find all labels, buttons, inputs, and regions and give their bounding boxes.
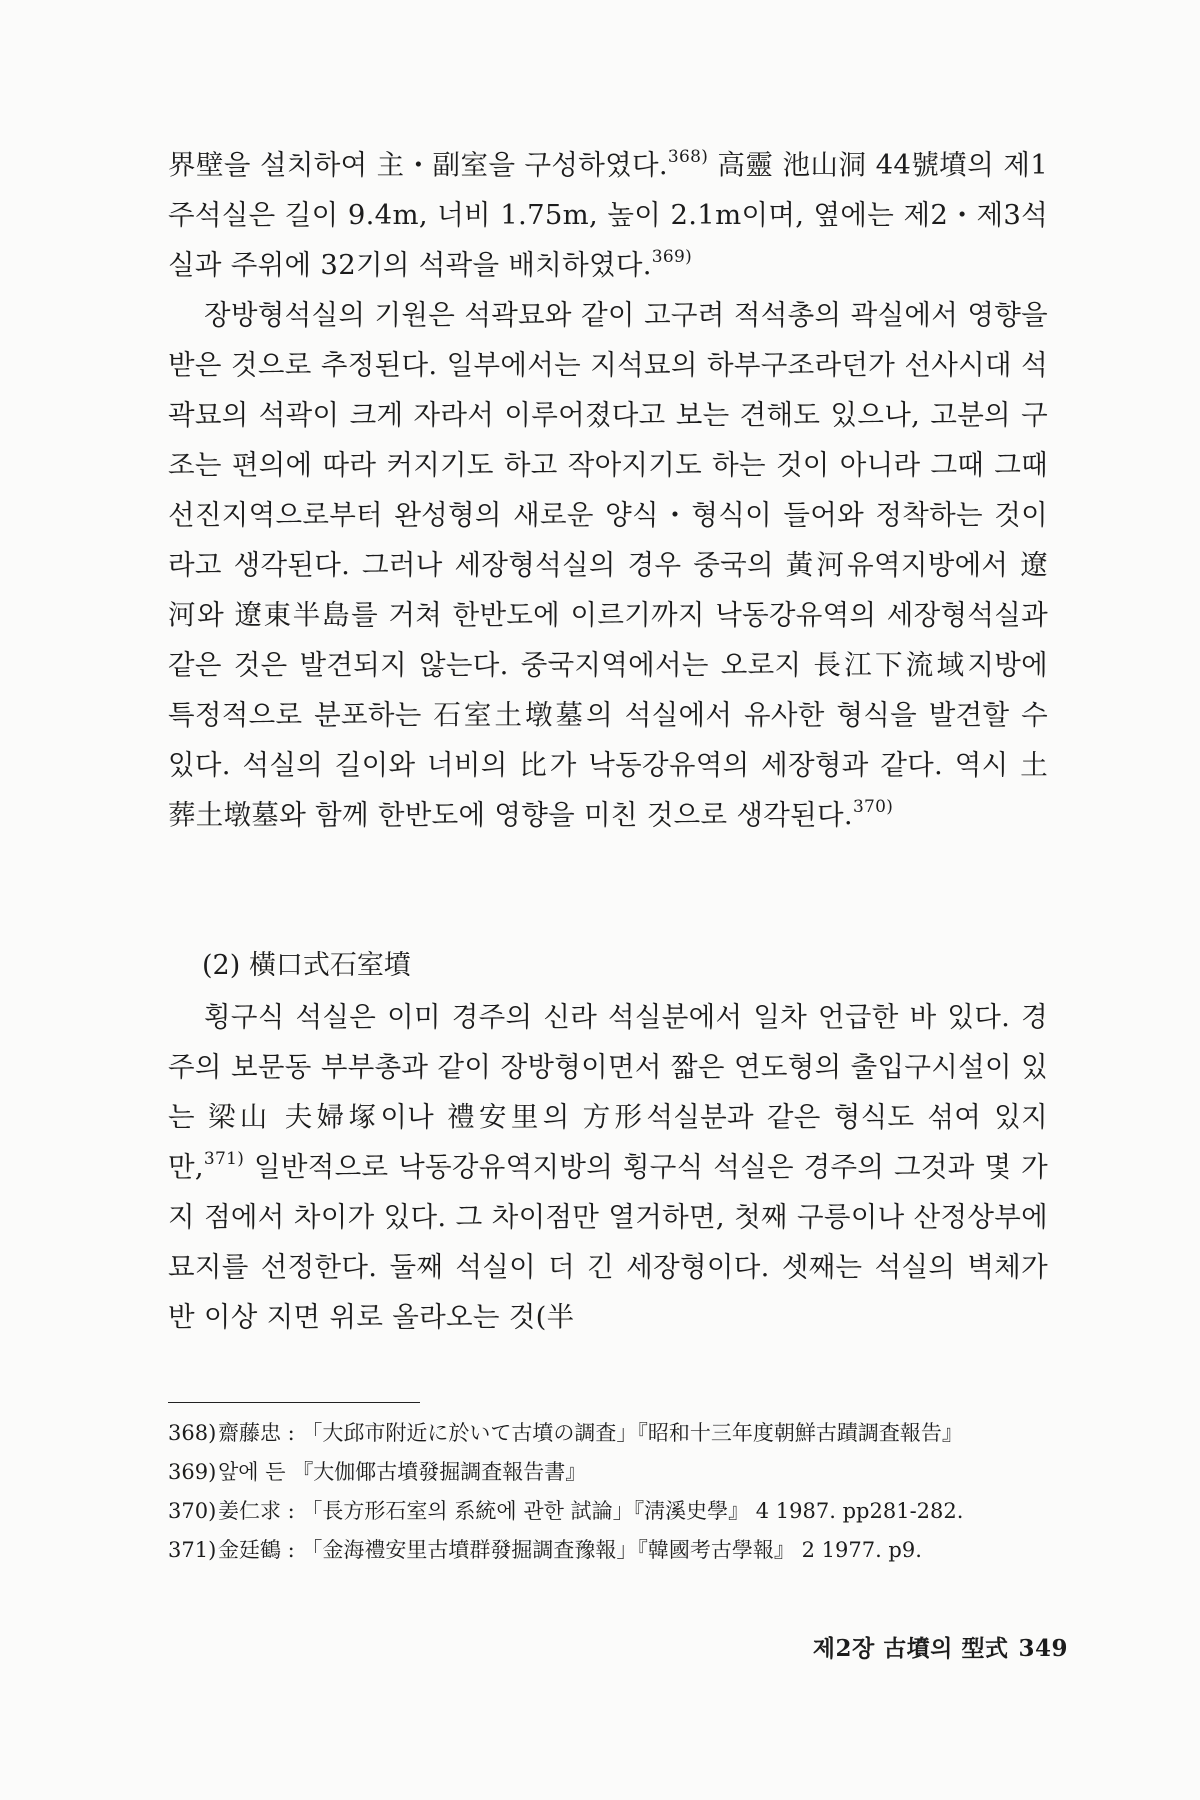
footnote-ref-368: 368) [667, 146, 709, 167]
footnote-number: 368) [168, 1421, 217, 1445]
paragraph-1-text-a: 界壁을 설치하여 主・副室을 구성하였다. [168, 149, 668, 181]
footnote-text: 金廷鶴 : 「金海禮安里古墳群發掘調査豫報」『韓國考古學報』 2 1977. p9. [218, 1538, 922, 1562]
body-text-bottom [168, 992, 1048, 1342]
footnote-divider [168, 1402, 420, 1403]
footnote-number: 370) [168, 1499, 217, 1523]
footnote-ref-369: 369) [651, 246, 693, 267]
page-number: 349 [1018, 1635, 1068, 1662]
paragraph-1-text-b: 高靈 池山洞 44號墳의 제1주석실은 길이 9.4m, 너비 1.75m, 높이 2.1m이며, 옆에는 제2・제3석실과 주위에 32기의 석곽을 배치하였다. [168, 149, 1048, 281]
footnote-text: 齋藤忠 : 「大邱市附近に於いて古墳の調査」『昭和十三年度朝鮮古蹟調査報告』 [218, 1421, 963, 1445]
paragraph-1 [168, 140, 1048, 290]
page-footer [813, 1634, 1068, 1664]
section-heading: (2) 橫口式石室墳 [202, 950, 411, 981]
footnote-text: 앞에 든 『大伽倻古墳發掘調査報告書』 [218, 1460, 587, 1484]
body-text-top [168, 140, 1048, 840]
paragraph-3 [168, 992, 1048, 1342]
footnote-ref-371: 371) [203, 1148, 245, 1169]
paragraph-2 [168, 290, 1048, 840]
running-head-chapter: 제2장 古墳의 型式 [812, 1635, 1009, 1662]
paragraph-3-text-b: 일반적으로 낙동강유역지방의 횡구식 석실은 경주의 그것과 몇 가지 점에서 차이가 있다. 그 차이점만 열거하면, 첫째 구릉이나 산정상부에 묘지를 선정한다. 둘째 석실이 더 긴 세장형이다. 셋째는 석실의 벽체가 반 이상 지면 위로 올라오는 것(半 [168, 1151, 1048, 1333]
footnote-368 [168, 1414, 1068, 1453]
footnote-number: 369) [168, 1460, 217, 1484]
footnote-371 [168, 1531, 1068, 1570]
footnote-text: 姜仁求 : 「長方形石室의 系統에 관한 試論」『淸溪史學』 4 1987. pp281-282. [218, 1499, 964, 1523]
paragraph-3-text-a: 횡구식 석실은 이미 경주의 신라 석실분에서 일차 언급한 바 있다. 경주의 보문동 부부총과 같이 장방형이면서 짧은 연도형의 출입구시설이 있는 梁山 夫婦塚이나 禮安里의 方形석실분과 같은 형식도 섞여 있지만, [168, 1001, 1048, 1183]
footnote-369 [168, 1453, 1068, 1492]
footnotes [168, 1414, 1068, 1570]
paragraph-2-text: 장방형석실의 기원은 석곽묘와 같이 고구려 적석총의 곽실에서 영향을 받은 것으로 추정된다. 일부에서는 지석묘의 하부구조라던가 선사시대 석곽묘의 석곽이 크게 자라서 이루어졌다고 보는 견해도 있으나, 고분의 구조는 편의에 따라 커지기도 하고 작아지기도 하는 것이 아니라 그때 그때 선진지역으로부터 완성형의 새로운 양식・형식이 들어와 정착하는 것이라고 생각된다. 그러나 세장형석실의 경우 중국의 黃河유역지방에서 遼河와 遼東半島를 거쳐 한반도에 이르기까지 낙동강유역의 세장형석실과 같은 것은 발견되지 않는다. 중국지역에서는 오로지 長江下流域지방에 특정적으로 분포하는 石室土墩墓의 석실에서 유사한 형식을 발견할 수 있다. 석실의 길이와 너비의 比가 낙동강유역의 세장형과 같다. 역시 土葬土墩墓와 함께 한반도에 영향을 미친 것으로 생각된다. [168, 299, 1048, 831]
footnote-370 [168, 1492, 1068, 1531]
footnote-number: 371) [168, 1538, 217, 1562]
footnote-ref-370: 370) [852, 796, 894, 817]
